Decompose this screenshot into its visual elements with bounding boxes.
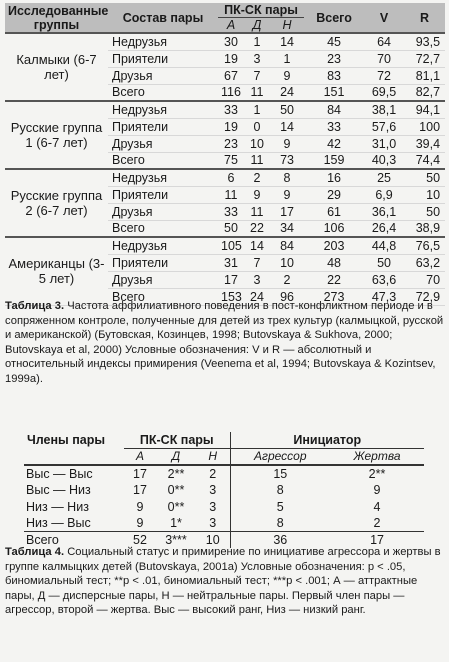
aggressor-cell: 36	[230, 532, 330, 549]
header-aggressor: Агрессор	[230, 449, 330, 466]
header-pkcs-pairs: ПК-СК пары	[218, 3, 304, 18]
a-cell: 19	[218, 50, 244, 67]
header-total: Всего	[304, 3, 364, 33]
header-d: Д	[244, 18, 270, 34]
r-cell: 50	[404, 169, 445, 186]
pair-cell: Друзья	[108, 203, 218, 220]
row-label: Выс — Низ	[26, 483, 91, 498]
n-cell: 9	[270, 186, 304, 203]
r-cell: 100	[404, 118, 445, 135]
n-cell: 9	[270, 135, 304, 152]
n-cell: 14	[270, 118, 304, 135]
a-cell: 6	[218, 169, 244, 186]
n-cell: 3	[196, 499, 230, 516]
table-4	[24, 432, 424, 548]
n-cell: 3	[196, 482, 230, 499]
v-cell: 57,6	[364, 118, 404, 135]
group-block-kalmyks	[5, 33, 445, 101]
d-cell: 1	[244, 101, 270, 118]
r-cell: 94,1	[404, 101, 445, 118]
d-cell: 9	[244, 186, 270, 203]
pair-cell: Недрузья	[108, 237, 218, 254]
header-r: R	[404, 3, 445, 33]
group-block-americans	[5, 237, 445, 305]
aggressor-cell: 8	[276, 516, 284, 530]
total-cell: 33	[304, 118, 364, 135]
pair-cell: Недрузья	[108, 101, 218, 118]
total-cell: 159	[304, 152, 364, 169]
a-cell: 30	[218, 33, 244, 50]
table-row	[5, 33, 445, 50]
header-members: Члены пары	[27, 433, 106, 448]
row-label: Низ — Низ	[26, 499, 89, 514]
n-cell: 10	[196, 532, 230, 549]
total-cell: 203	[304, 237, 364, 254]
n-cell: 10	[270, 254, 304, 271]
d-cell: 1	[244, 33, 270, 50]
header-n: Н	[196, 449, 230, 466]
d-cell: 24	[244, 288, 270, 305]
victim-cell: 4	[373, 499, 381, 514]
total-cell: 106	[304, 220, 364, 237]
header-empty	[24, 449, 124, 466]
caption-text: Частота аффилиативного поведения в пост-конфликтном периоде и в сопряженном контроле, полученные для детей из трех культур (калмыцкой, русской и американской) (Бутовская, Козинцев, 1998; Butovskaya & Sukhova, 2000; Butovskaya et al, 2000) Условные обозначения: V и R — абсолютный и относительный индексы примирения (Veenema et al, 1994; Butovskaya & Kozintsev, 1999a).	[5, 300, 444, 385]
row-label: Низ — Выс	[26, 516, 91, 530]
a-cell: 50	[218, 220, 244, 237]
header-initiator: Инициатор	[230, 432, 424, 449]
v-cell: 69,5	[364, 84, 404, 101]
v-cell: 36,1	[364, 203, 404, 220]
a-cell: 67	[218, 67, 244, 84]
d-cell: 2**	[167, 467, 185, 481]
header-a: А	[218, 18, 244, 34]
r-cell: 10	[404, 186, 445, 203]
total-cell: 84	[304, 101, 364, 118]
a-cell: 11	[218, 186, 244, 203]
a-cell: 23	[218, 135, 244, 152]
a-cell: 17	[218, 271, 244, 288]
v-cell: 38,1	[364, 101, 404, 118]
v-cell: 47,3	[364, 288, 404, 305]
v-cell: 25	[364, 169, 404, 186]
a-cell: 52	[124, 532, 156, 549]
n-cell: 73	[270, 152, 304, 169]
group-block-russian-1	[5, 101, 445, 169]
n-cell: 17	[270, 203, 304, 220]
header-d: Д	[156, 449, 196, 466]
n-cell: 2	[196, 465, 230, 482]
table-row	[24, 482, 424, 499]
r-cell: 93,5	[404, 33, 445, 50]
d-cell: 7	[244, 67, 270, 84]
group-name: Русские группа 1 (6-7 лет)	[5, 101, 108, 169]
header-v: V	[364, 3, 404, 33]
table-row	[24, 515, 424, 532]
a-cell: 17	[133, 467, 147, 481]
caption-label: Таблица 4.	[5, 546, 65, 558]
a-cell: 105	[218, 237, 244, 254]
pair-cell: Друзья	[108, 135, 218, 152]
table-3	[5, 3, 445, 306]
victim-cell: 17	[330, 532, 424, 549]
r-cell: 72,7	[404, 50, 445, 67]
r-cell: 72,9	[404, 288, 445, 305]
header-victim: Жертва	[330, 449, 424, 466]
table-row	[24, 499, 424, 516]
header-n: Н	[270, 18, 304, 34]
r-cell: 81,1	[404, 67, 445, 84]
v-cell: 50	[364, 254, 404, 271]
pair-cell: Всего	[108, 84, 218, 101]
n-cell: 8	[270, 169, 304, 186]
n-cell: 34	[270, 220, 304, 237]
pair-cell: Приятели	[108, 186, 218, 203]
a-cell: 9	[136, 516, 144, 530]
total-cell: 22	[304, 271, 364, 288]
v-cell: 31,0	[364, 135, 404, 152]
total-cell: 23	[304, 50, 364, 67]
total-cell: 273	[304, 288, 364, 305]
d-cell: 0**	[167, 483, 185, 498]
pair-cell: Приятели	[108, 50, 218, 67]
r-cell: 76,5	[404, 237, 445, 254]
n-cell: 50	[270, 101, 304, 118]
pair-cell: Друзья	[108, 271, 218, 288]
n-cell: 9	[270, 67, 304, 84]
total-cell: 151	[304, 84, 364, 101]
a-cell: 31	[218, 254, 244, 271]
a-cell: 17	[133, 483, 147, 498]
header-a: А	[124, 449, 156, 466]
table-row	[5, 237, 445, 254]
group-block-russian-2	[5, 169, 445, 237]
v-cell: 72	[364, 67, 404, 84]
pair-cell: Недрузья	[108, 169, 218, 186]
pair-cell: Приятели	[108, 254, 218, 271]
caption-label: Таблица 3.	[5, 300, 65, 312]
a-cell: 116	[218, 84, 244, 101]
n-cell: 84	[270, 237, 304, 254]
header-pair-composition: Состав пары	[108, 3, 218, 33]
group-name: Американцы (3-5 лет)	[5, 237, 108, 305]
a-cell: 9	[136, 499, 144, 514]
table-row	[5, 101, 445, 118]
d-cell: 3***	[156, 532, 196, 549]
table-3-caption	[5, 299, 445, 387]
pair-cell: Всего	[108, 288, 218, 305]
r-cell: 82,7	[404, 84, 445, 101]
n-cell: 96	[270, 288, 304, 305]
total-cell: 42	[304, 135, 364, 152]
d-cell: 11	[244, 152, 270, 169]
d-cell: 10	[244, 135, 270, 152]
pair-cell: Приятели	[108, 118, 218, 135]
aggressor-cell: 8	[276, 483, 284, 498]
d-cell: 1*	[170, 516, 182, 530]
row-label: Всего	[24, 532, 124, 549]
r-cell: 74,4	[404, 152, 445, 169]
d-cell: 0	[244, 118, 270, 135]
header-groups: Исследованные группы	[5, 3, 108, 33]
a-cell: 33	[218, 203, 244, 220]
a-cell: 33	[218, 101, 244, 118]
row-label: Выс — Выс	[26, 467, 93, 481]
table-4-caption	[5, 545, 445, 618]
a-cell: 75	[218, 152, 244, 169]
pair-cell: Всего	[108, 220, 218, 237]
n-cell: 2	[270, 271, 304, 288]
r-cell: 39,4	[404, 135, 445, 152]
aggressor-cell: 5	[276, 499, 284, 514]
v-cell: 70	[364, 50, 404, 67]
r-cell: 38,9	[404, 220, 445, 237]
d-cell: 11	[244, 84, 270, 101]
d-cell: 7	[244, 254, 270, 271]
total-cell: 45	[304, 33, 364, 50]
d-cell: 0**	[167, 499, 185, 514]
d-cell: 2	[244, 169, 270, 186]
a-cell: 153	[218, 288, 244, 305]
header-pkcs-pairs: ПК-СК пары	[124, 432, 230, 449]
group-name: Русские группа 2 (6-7 лет)	[5, 169, 108, 237]
r-cell: 50	[404, 203, 445, 220]
a-cell: 19	[218, 118, 244, 135]
v-cell: 26,4	[364, 220, 404, 237]
v-cell: 64	[364, 33, 404, 50]
d-cell: 11	[244, 203, 270, 220]
v-cell: 6,9	[364, 186, 404, 203]
pair-cell: Друзья	[108, 67, 218, 84]
v-cell: 40,3	[364, 152, 404, 169]
v-cell: 63,6	[364, 271, 404, 288]
pair-cell: Недрузья	[108, 33, 218, 50]
table-row	[5, 169, 445, 186]
v-cell: 44,8	[364, 237, 404, 254]
total-cell: 83	[304, 67, 364, 84]
n-cell: 14	[270, 33, 304, 50]
d-cell: 3	[244, 50, 270, 67]
n-cell: 3	[196, 515, 230, 532]
r-cell: 63,2	[404, 254, 445, 271]
table-row	[24, 465, 424, 482]
pair-cell: Всего	[108, 152, 218, 169]
n-cell: 24	[270, 84, 304, 101]
victim-cell: 2	[373, 516, 381, 530]
total-cell: 61	[304, 203, 364, 220]
r-cell: 70	[404, 271, 445, 288]
total-cell: 16	[304, 169, 364, 186]
total-cell: 48	[304, 254, 364, 271]
total-cell: 29	[304, 186, 364, 203]
victim-cell: 9	[373, 483, 381, 498]
d-cell: 3	[244, 271, 270, 288]
d-cell: 14	[244, 237, 270, 254]
aggressor-cell: 15	[273, 467, 288, 481]
victim-cell: 2**	[368, 467, 386, 481]
group-name: Калмыки (6-7 лет)	[5, 33, 108, 101]
caption-text: Социальный статус и примирение по инициативе агрессора и жертвы в группе калмыцких детей (Butovskaya, 2001a) Условные обозначения: p < .05, биномиальный тест; **p < .01, биномиальный тест; ***p < .001; А — аттрактные пары, Д — дисперсные пары, Н — нейтральные пары. Первый член пары — агрессор, второй — жертва. Выс — высокий ранг, Низ — низкий ранг.	[5, 546, 441, 617]
n-cell: 1	[270, 50, 304, 67]
d-cell: 22	[244, 220, 270, 237]
